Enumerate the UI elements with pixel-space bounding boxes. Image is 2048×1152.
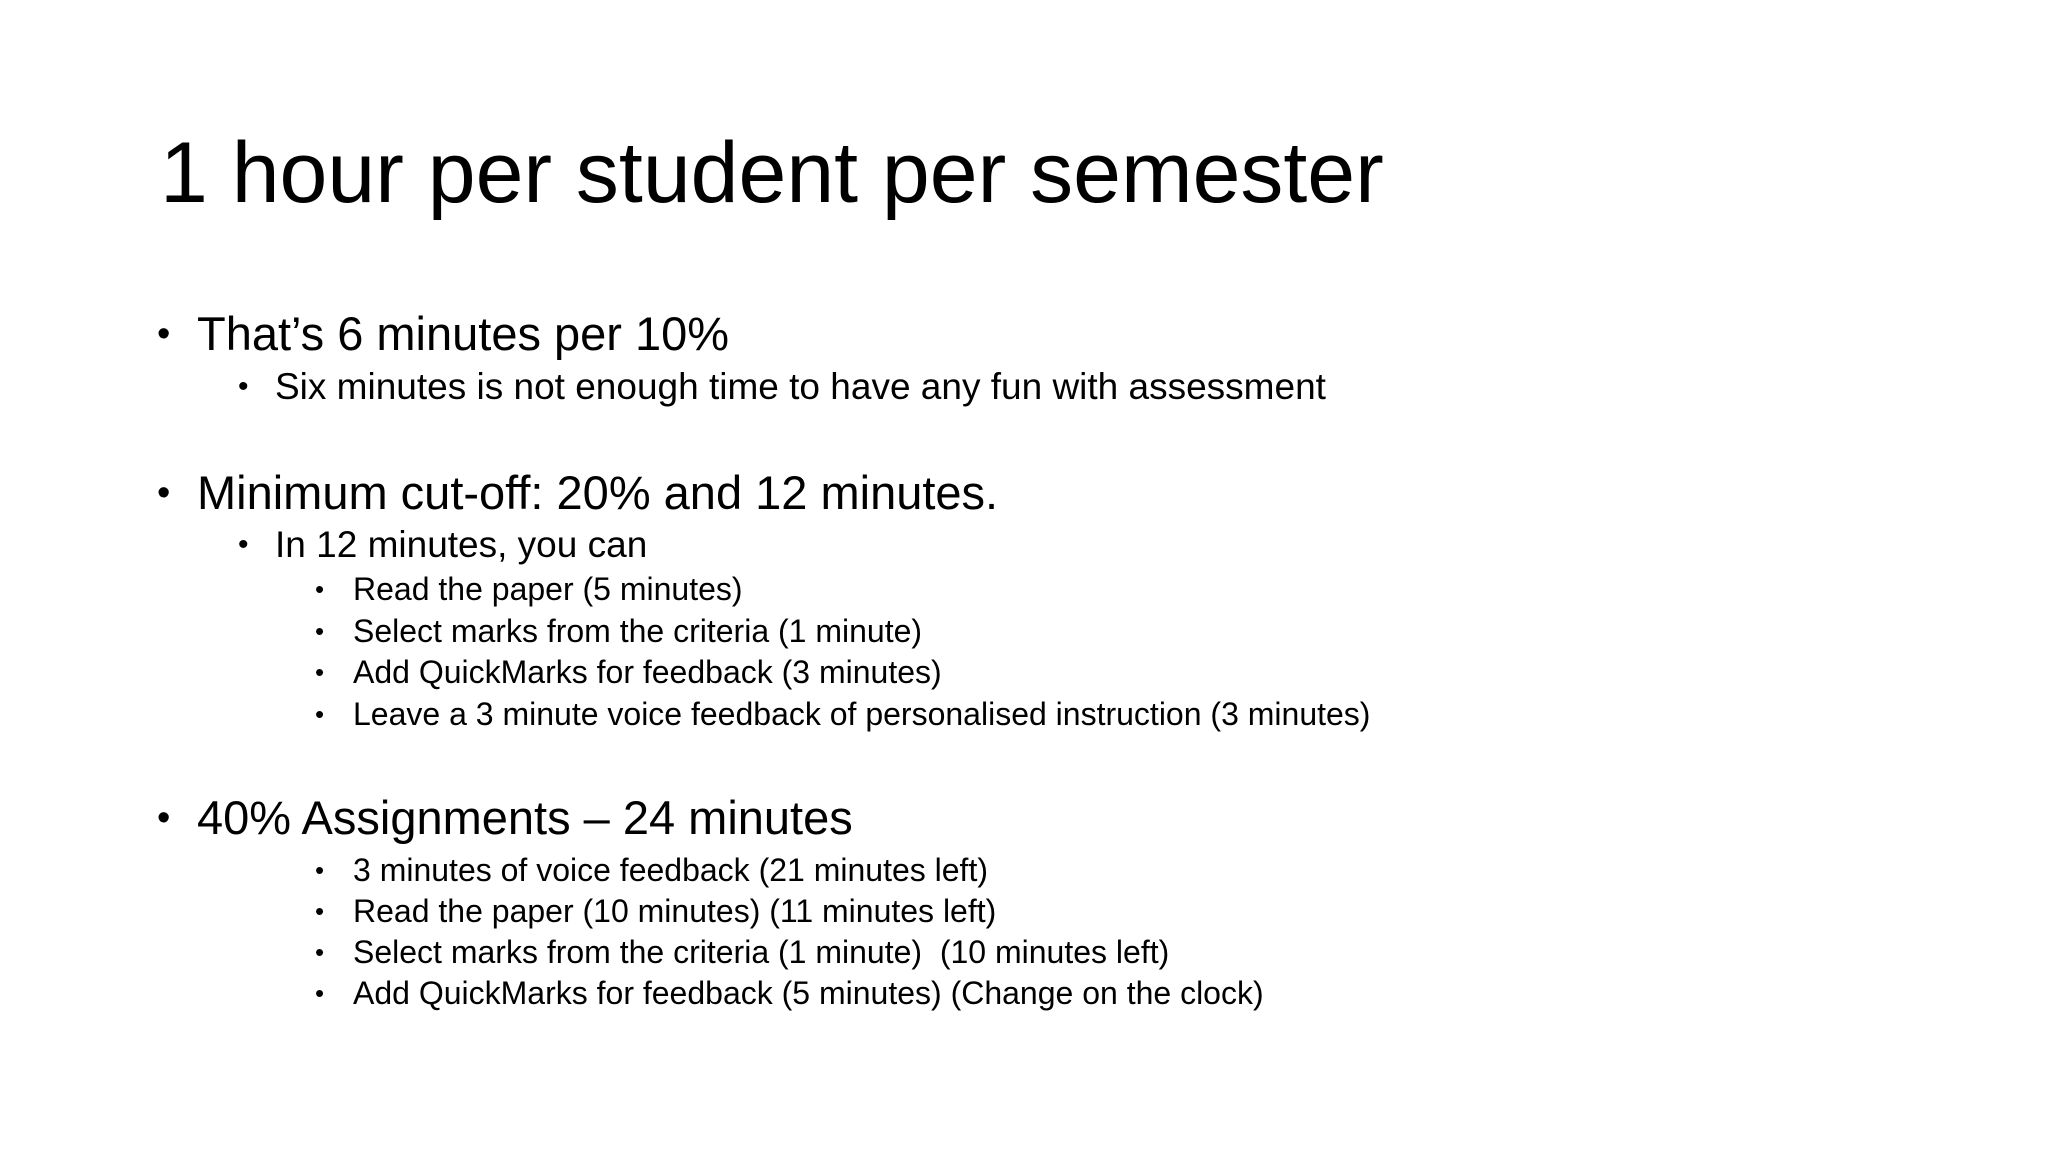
bullet-text: That’s 6 minutes per 10% bbox=[197, 307, 730, 360]
bullet-text: Read the paper (5 minutes) bbox=[353, 571, 743, 607]
bullet-icon: • bbox=[315, 699, 325, 729]
bullet-text: Read the paper (10 minutes) (11 minutes left) bbox=[353, 893, 997, 929]
bullet-text: Select marks from the criteria (1 minute) bbox=[353, 613, 923, 649]
slide-title: 1 hour per student per semester bbox=[160, 125, 1384, 221]
bullet-level3-select-marks bbox=[315, 610, 923, 652]
bullet-icon: • bbox=[315, 896, 325, 926]
bullet-text: Select marks from the criteria (1 minute) (10 minutes left) bbox=[353, 934, 1170, 970]
bullet-level3-read-paper bbox=[315, 568, 743, 610]
bullet-text: In 12 minutes, you can bbox=[275, 524, 648, 565]
bullet-text: Six minutes is not enough time to have any fun with assessment bbox=[275, 366, 1326, 407]
bullet-level1-minutes-per-10 bbox=[157, 304, 730, 364]
bullet-level1-minimum-cutoff bbox=[157, 463, 999, 523]
bullet-level3-add-quickmarks-5 bbox=[315, 972, 1264, 1014]
bullet-text: Leave a 3 minute voice feedback of personalised instruction (3 minutes) bbox=[353, 696, 1371, 732]
bullet-level2-six-minutes bbox=[238, 364, 1326, 410]
bullet-icon: • bbox=[315, 937, 325, 967]
bullet-icon: • bbox=[315, 855, 325, 885]
bullet-text: 3 minutes of voice feedback (21 minutes left) bbox=[353, 852, 988, 888]
bullet-icon: • bbox=[238, 370, 249, 403]
bullet-text: Add QuickMarks for feedback (3 minutes) bbox=[353, 654, 942, 690]
bullet-text: Add QuickMarks for feedback (5 minutes) (Change on the clock) bbox=[353, 975, 1264, 1011]
bullet-icon: • bbox=[157, 472, 171, 514]
bullet-level1-40-assignments bbox=[157, 788, 853, 848]
bullet-icon: • bbox=[315, 616, 325, 646]
bullet-icon: • bbox=[238, 528, 249, 561]
bullet-text: Minimum cut-off: 20% and 12 minutes. bbox=[197, 466, 999, 519]
bullet-icon: • bbox=[157, 797, 171, 839]
bullet-level3-3-minutes-voice bbox=[315, 849, 988, 891]
bullet-level3-select-marks-10-left bbox=[315, 931, 1170, 973]
bullet-icon: • bbox=[315, 574, 325, 604]
bullet-text: 40% Assignments – 24 minutes bbox=[197, 791, 853, 844]
bullet-level3-add-quickmarks bbox=[315, 651, 942, 693]
bullet-level3-read-paper-10 bbox=[315, 890, 997, 932]
bullet-icon: • bbox=[315, 978, 325, 1008]
bullet-icon: • bbox=[157, 313, 171, 355]
bullet-level3-voice-feedback bbox=[315, 693, 1371, 735]
bullet-level2-in-12-minutes bbox=[238, 522, 648, 568]
bullet-icon: • bbox=[315, 657, 325, 687]
